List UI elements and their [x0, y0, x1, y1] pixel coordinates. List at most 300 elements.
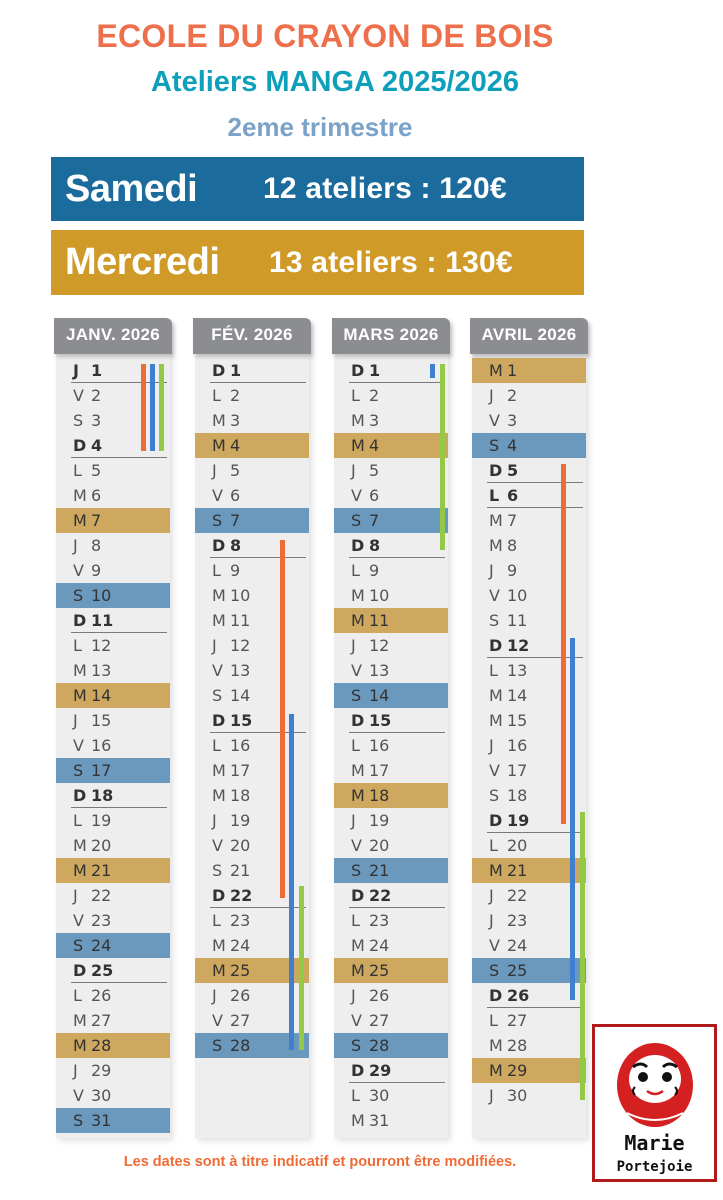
day-number: 20: [230, 836, 251, 855]
day-row: [195, 483, 309, 508]
day-row: [472, 658, 586, 683]
weekday-letter: S: [212, 686, 223, 705]
day-number: 17: [369, 761, 390, 780]
day-number: 4: [230, 436, 241, 455]
holiday-period-bar: [440, 364, 445, 550]
weekday-letter: L: [73, 986, 82, 1005]
holiday-period-bar: [159, 364, 164, 451]
day-row: [472, 558, 586, 583]
day-number: 10: [91, 586, 112, 605]
day-row: [334, 433, 448, 458]
holiday-period-bar: [299, 886, 304, 1050]
day-row: [56, 883, 170, 908]
weekday-letter: L: [212, 911, 221, 930]
day-number: 22: [369, 886, 392, 905]
weekday-letter: L: [212, 386, 221, 405]
weekday-letter: M: [489, 686, 503, 705]
weekday-letter: M: [351, 936, 365, 955]
weekday-letter: D: [212, 536, 226, 555]
weekday-letter: J: [489, 886, 494, 905]
day-number: 12: [230, 636, 251, 655]
weekday-letter: D: [351, 886, 365, 905]
day-number: 18: [507, 786, 528, 805]
day-number: 29: [369, 1061, 392, 1080]
day-number: 26: [507, 986, 530, 1005]
weekday-letter: L: [351, 736, 360, 755]
day-number: 21: [91, 861, 112, 880]
day-number: 16: [230, 736, 251, 755]
weekday-letter: S: [351, 511, 362, 530]
weekday-letter: V: [351, 661, 362, 680]
weekday-letter: J: [73, 1061, 78, 1080]
day-number: 7: [91, 511, 102, 530]
weekday-letter: D: [212, 711, 226, 730]
day-row: [195, 383, 309, 408]
day-row: [56, 758, 170, 783]
weekday-letter: M: [212, 786, 226, 805]
day-row: [56, 708, 170, 733]
day-row: [56, 683, 170, 708]
day-row: [472, 383, 586, 408]
holiday-period-bar: [561, 464, 566, 824]
day-number: 20: [369, 836, 390, 855]
day-row: [56, 908, 170, 933]
weekday-letter: J: [489, 1086, 494, 1105]
weekday-letter: L: [73, 636, 82, 655]
weekday-letter: M: [489, 511, 503, 530]
workshop-title: Ateliers MANGA 2025/2026: [150, 66, 520, 98]
day-row: [472, 683, 586, 708]
weekday-letter: M: [351, 611, 365, 630]
day-number: 1: [507, 361, 518, 380]
weekday-letter: D: [73, 611, 87, 630]
weekday-letter: M: [73, 661, 87, 680]
day-row: [334, 958, 448, 983]
weekday-letter: S: [351, 1036, 362, 1055]
daruma-icon: [613, 1035, 697, 1131]
weekday-letter: J: [351, 986, 356, 1005]
day-number: 12: [91, 636, 112, 655]
day-row: [334, 1033, 448, 1058]
day-number: 30: [369, 1086, 390, 1105]
day-number: 11: [91, 611, 114, 630]
day-number: 19: [91, 811, 112, 830]
day-row: [334, 833, 448, 858]
weekday-letter: S: [212, 1036, 223, 1055]
weekday-letter: D: [489, 986, 503, 1005]
day-number: 13: [91, 661, 112, 680]
day-number: 24: [91, 936, 112, 955]
term-title: 2eme trimestre: [227, 112, 413, 142]
day-number: 2: [507, 386, 518, 405]
day-number: 26: [91, 986, 112, 1005]
day-number: 22: [230, 886, 253, 905]
weekday-letter: M: [489, 536, 503, 555]
weekday-letter: D: [73, 436, 87, 455]
weekday-letter: L: [212, 736, 221, 755]
weekday-letter: S: [73, 411, 84, 430]
day-number: 4: [507, 436, 518, 455]
day-number: 6: [91, 486, 102, 505]
weekday-letter: J: [489, 561, 494, 580]
weekday-letter: L: [351, 1086, 360, 1105]
day-number: 10: [230, 586, 251, 605]
weekday-letter: M: [212, 961, 226, 980]
day-number: 1: [91, 361, 103, 380]
day-number: 28: [230, 1036, 251, 1055]
weekday-letter: V: [212, 661, 223, 680]
day-row: [334, 1058, 448, 1083]
weekday-letter: V: [212, 486, 223, 505]
day-row: [195, 533, 309, 558]
day-row: [56, 1108, 170, 1133]
day-number: 24: [230, 936, 251, 955]
day-number: 15: [369, 711, 392, 730]
weekday-letter: D: [489, 811, 503, 830]
day-row: [334, 933, 448, 958]
day-row: [472, 808, 586, 833]
weekday-letter: J: [212, 461, 217, 480]
weekday-letter: V: [73, 386, 84, 405]
weekday-letter: J: [212, 636, 217, 655]
weekday-letter: D: [351, 361, 365, 380]
day-row: [56, 783, 170, 808]
month-header: JANV. 2026: [54, 318, 172, 354]
day-number: 6: [369, 486, 380, 505]
holiday-period-bar: [570, 638, 575, 1000]
weekday-letter: M: [351, 761, 365, 780]
weekday-letter: L: [212, 561, 221, 580]
day-number: 27: [507, 1011, 528, 1030]
day-number: 20: [507, 836, 528, 855]
day-number: 2: [91, 386, 102, 405]
saturday-label: Samedi: [65, 167, 198, 210]
month-column-mar: [334, 320, 448, 1138]
day-number: 11: [369, 611, 390, 630]
day-number: 16: [507, 736, 528, 755]
day-number: 28: [369, 1036, 390, 1055]
day-number: 26: [369, 986, 390, 1005]
weekday-letter: M: [489, 1036, 503, 1055]
weekday-letter: M: [212, 761, 226, 780]
day-row: [472, 758, 586, 783]
day-row: [472, 858, 586, 883]
day-row: [334, 558, 448, 583]
day-number: 4: [369, 436, 380, 455]
weekday-letter: S: [489, 961, 500, 980]
day-row: [472, 533, 586, 558]
day-row: [195, 683, 309, 708]
day-number: 5: [369, 461, 380, 480]
day-row: [334, 908, 448, 933]
weekday-letter: J: [489, 911, 494, 930]
day-row: [472, 583, 586, 608]
day-row: [195, 583, 309, 608]
weekday-letter: M: [212, 936, 226, 955]
day-row: [334, 708, 448, 733]
weekday-letter: M: [212, 611, 226, 630]
day-row: [334, 633, 448, 658]
day-number: 13: [230, 661, 251, 680]
weekday-letter: M: [73, 511, 87, 530]
weekday-letter: M: [351, 436, 365, 455]
day-row: [472, 483, 586, 508]
day-number: 10: [507, 586, 528, 605]
day-number: 18: [369, 786, 390, 805]
day-row: [334, 783, 448, 808]
holiday-period-bar: [150, 364, 155, 451]
weekday-letter: V: [489, 761, 500, 780]
weekday-letter: V: [212, 836, 223, 855]
day-number: 27: [230, 1011, 251, 1030]
weekday-letter: S: [73, 761, 84, 780]
day-row: [334, 508, 448, 533]
day-number: 12: [507, 636, 530, 655]
weekday-letter: J: [351, 636, 356, 655]
month-column-apr: [472, 320, 586, 1138]
day-row: [334, 758, 448, 783]
day-number: 1: [230, 361, 242, 380]
weekday-letter: S: [212, 861, 223, 880]
day-row: [472, 358, 586, 383]
weekday-letter: M: [73, 1036, 87, 1055]
day-row: [472, 958, 586, 983]
day-row: [472, 733, 586, 758]
school-title: ECOLE DU CRAYON DE BOIS: [96, 18, 554, 54]
weekday-letter: L: [351, 386, 360, 405]
weekday-letter: M: [73, 1011, 87, 1030]
day-number: 18: [91, 786, 114, 805]
weekday-letter: J: [212, 811, 217, 830]
weekday-letter: D: [351, 711, 365, 730]
day-number: 23: [507, 911, 528, 930]
day-row: [472, 508, 586, 533]
weekday-letter: M: [351, 961, 365, 980]
weekday-letter: M: [212, 586, 226, 605]
weekday-letter: J: [489, 386, 494, 405]
day-number: 12: [369, 636, 390, 655]
day-number: 30: [507, 1086, 528, 1105]
day-number: 23: [91, 911, 112, 930]
day-number: 6: [507, 486, 519, 505]
day-row: [195, 358, 309, 383]
day-number: 28: [507, 1036, 528, 1055]
weekday-letter: J: [73, 361, 79, 380]
weekday-letter: V: [489, 411, 500, 430]
day-number: 24: [507, 936, 528, 955]
day-number: 3: [230, 411, 241, 430]
logo-surname: Portejoie: [616, 1159, 693, 1175]
day-number: 22: [507, 886, 528, 905]
day-row: [56, 733, 170, 758]
day-row: [56, 458, 170, 483]
day-row: [334, 658, 448, 683]
day-row: [472, 708, 586, 733]
weekday-letter: M: [351, 1111, 365, 1130]
weekday-letter: M: [489, 1061, 503, 1080]
day-row: [56, 858, 170, 883]
weekday-letter: S: [351, 686, 362, 705]
day-number: 14: [369, 686, 390, 705]
day-row: [56, 1083, 170, 1108]
weekday-letter: V: [73, 911, 84, 930]
day-number: 28: [91, 1036, 112, 1055]
day-row: [56, 483, 170, 508]
day-row: [472, 1008, 586, 1033]
month-header: FÉV. 2026: [193, 318, 311, 354]
weekday-letter: V: [351, 486, 362, 505]
weekday-letter: L: [489, 661, 498, 680]
day-row: [334, 883, 448, 908]
weekday-letter: D: [212, 886, 226, 905]
day-row: [56, 558, 170, 583]
day-row: [334, 683, 448, 708]
day-number: 14: [91, 686, 112, 705]
day-number: 17: [91, 761, 112, 780]
saturday-band: [51, 157, 584, 221]
day-row: [195, 433, 309, 458]
day-row: [334, 1108, 448, 1133]
day-number: 24: [369, 936, 390, 955]
weekday-letter: J: [351, 461, 356, 480]
day-number: 21: [369, 861, 390, 880]
day-row: [56, 933, 170, 958]
weekday-letter: D: [351, 1061, 365, 1080]
day-row: [56, 808, 170, 833]
disclaimer: Les dates sont à titre indicatif et pourront être modifiées.: [123, 1154, 517, 1170]
day-row: [56, 1058, 170, 1083]
day-number: 23: [369, 911, 390, 930]
day-number: 23: [230, 911, 251, 930]
weekday-letter: M: [73, 861, 87, 880]
day-number: 20: [91, 836, 112, 855]
day-number: 16: [91, 736, 112, 755]
day-number: 19: [230, 811, 251, 830]
weekday-letter: V: [73, 1086, 84, 1105]
day-number: 29: [91, 1061, 112, 1080]
day-number: 3: [369, 411, 380, 430]
day-number: 14: [230, 686, 251, 705]
artist-logo: [592, 1024, 717, 1182]
weekday-letter: V: [351, 836, 362, 855]
saturday-price: 12 ateliers : 120€: [263, 172, 507, 205]
day-number: 31: [369, 1111, 390, 1130]
day-number: 25: [230, 961, 251, 980]
weekday-letter: V: [351, 1011, 362, 1030]
weekday-letter: L: [489, 836, 498, 855]
day-row: [334, 483, 448, 508]
day-number: 8: [91, 536, 102, 555]
day-number: 21: [507, 861, 528, 880]
day-number: 19: [507, 811, 530, 830]
day-row: [472, 1058, 586, 1083]
day-row: [472, 458, 586, 483]
weekday-letter: L: [73, 461, 82, 480]
day-number: 13: [369, 661, 390, 680]
day-row: [56, 608, 170, 633]
day-number: 16: [369, 736, 390, 755]
day-row: [472, 833, 586, 858]
day-row: [56, 833, 170, 858]
month-header: MARS 2026: [332, 318, 450, 354]
weekday-letter: V: [73, 736, 84, 755]
day-number: 17: [507, 761, 528, 780]
weekday-letter: J: [73, 886, 78, 905]
day-row: [472, 933, 586, 958]
day-row: [56, 983, 170, 1008]
weekday-letter: J: [489, 736, 494, 755]
weekday-letter: M: [489, 361, 503, 380]
weekday-letter: M: [73, 686, 87, 705]
day-row: [334, 458, 448, 483]
day-number: 7: [230, 511, 241, 530]
weekday-letter: M: [351, 586, 365, 605]
day-row: [195, 508, 309, 533]
weekday-letter: L: [351, 911, 360, 930]
day-row: [334, 583, 448, 608]
day-row: [195, 608, 309, 633]
day-number: 5: [230, 461, 241, 480]
day-number: 6: [230, 486, 241, 505]
day-row: [56, 1033, 170, 1058]
day-number: 17: [230, 761, 251, 780]
day-row: [195, 633, 309, 658]
holiday-period-bar: [580, 812, 585, 1100]
day-row: [472, 433, 586, 458]
day-number: 10: [369, 586, 390, 605]
day-number: 8: [230, 536, 242, 555]
day-number: 9: [369, 561, 380, 580]
weekday-letter: M: [351, 411, 365, 430]
day-number: 4: [91, 436, 103, 455]
weekday-letter: V: [212, 1011, 223, 1030]
holiday-period-bar: [430, 364, 435, 378]
weekday-letter: L: [489, 1011, 498, 1030]
day-row: [334, 408, 448, 433]
day-number: 5: [507, 461, 519, 480]
weekday-letter: S: [73, 1111, 84, 1130]
weekday-letter: L: [351, 561, 360, 580]
day-number: 29: [507, 1061, 528, 1080]
day-number: 5: [91, 461, 102, 480]
day-row: [472, 633, 586, 658]
day-row: [472, 1083, 586, 1108]
day-row: [195, 408, 309, 433]
weekday-letter: M: [489, 711, 503, 730]
day-row: [334, 733, 448, 758]
day-number: 11: [230, 611, 251, 630]
weekday-letter: D: [73, 786, 87, 805]
weekday-letter: D: [489, 636, 503, 655]
day-number: 2: [369, 386, 380, 405]
weekday-letter: M: [73, 486, 87, 505]
weekday-letter: S: [73, 586, 84, 605]
day-row: [56, 633, 170, 658]
day-number: 25: [91, 961, 114, 980]
wednesday-band: [51, 230, 584, 295]
day-number: 3: [91, 411, 102, 430]
weekday-letter: M: [212, 436, 226, 455]
weekday-letter: J: [73, 536, 78, 555]
day-row: [56, 958, 170, 983]
holiday-period-bar: [280, 540, 285, 898]
day-number: 8: [507, 536, 518, 555]
logo-name: Marie: [624, 1131, 685, 1155]
day-row: [56, 583, 170, 608]
day-number: 9: [91, 561, 102, 580]
day-number: 15: [230, 711, 253, 730]
day-number: 21: [230, 861, 251, 880]
